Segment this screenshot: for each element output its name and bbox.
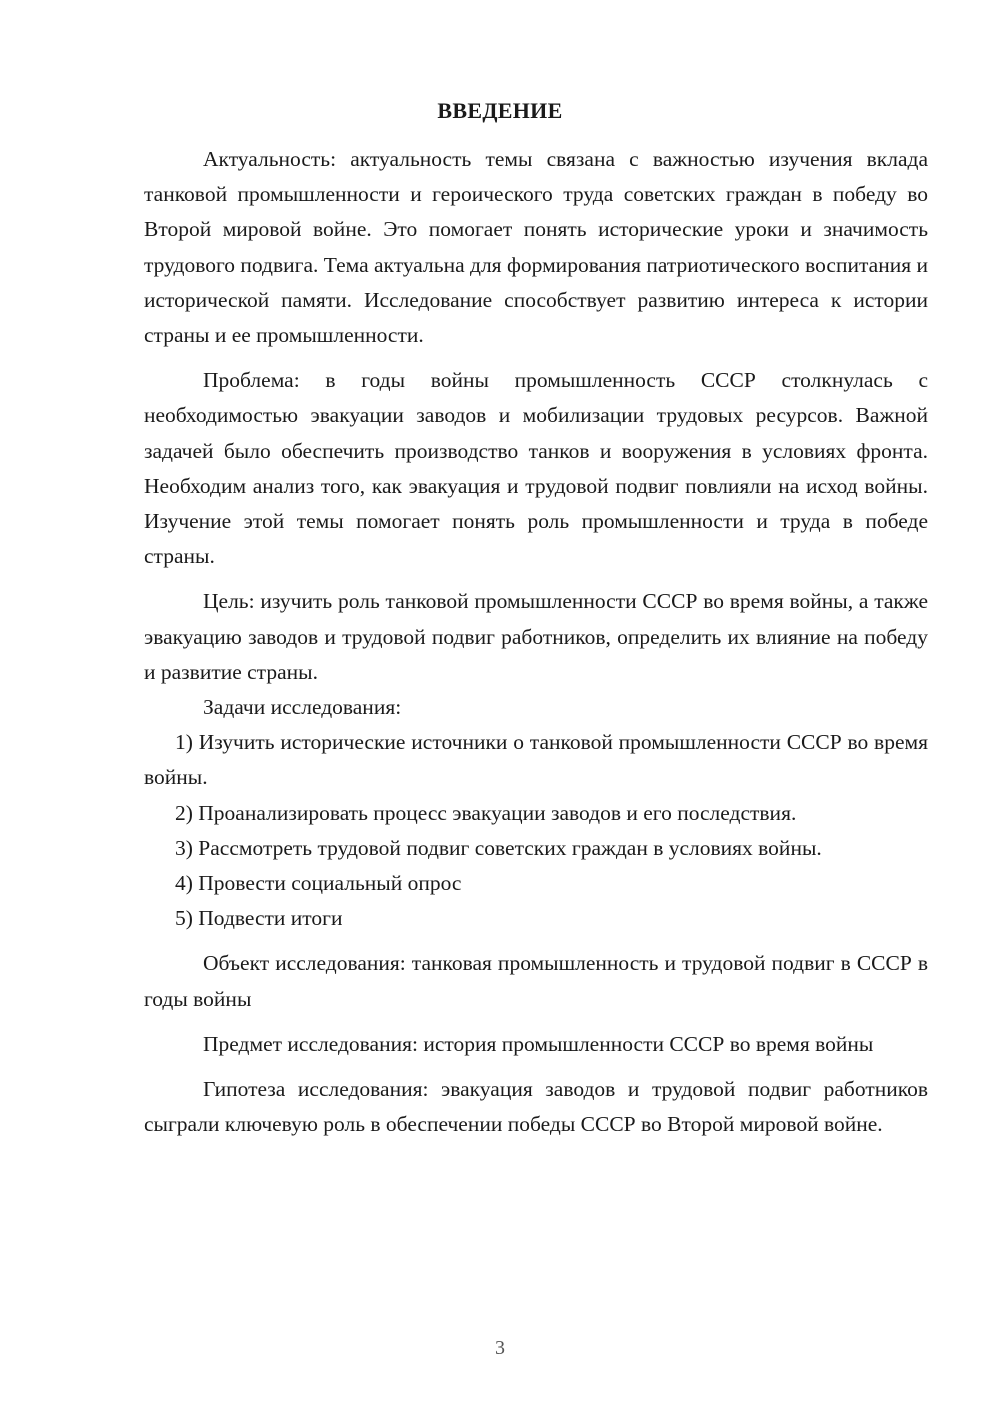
section-title: ВВЕДЕНИЕ <box>437 98 563 123</box>
paragraph-object: Объект исследования: танковая промышленность и трудовой подвиг в СССР в годы войны <box>144 951 928 1011</box>
page-number: 3 <box>495 1337 505 1359</box>
paragraph-relevance: Актуальность: актуальность темы связана с важностью изучения вклада танковой промышленности и героического труда советских граждан в победу во Второй мировой войне. Это помогает понять исторические уроки и значимость трудового подвига. Тема актуальна для формирования патриотического воспитания и исторической памяти. Исследование способствует развитию интереса к истории страны и ее промышленности. <box>144 147 928 348</box>
document-body <box>144 142 928 1142</box>
tasks-heading: Задачи исследования: <box>203 695 402 720</box>
task-item-1: 1) Изучить исторические источники о танковой промышленности СССР во время войны. <box>144 730 928 790</box>
task-item-5: 5) Подвести итоги <box>175 906 343 931</box>
task-item-4: 4) Провести социальный опрос <box>175 871 462 896</box>
task-item-2: 2) Проанализировать процесс эвакуации заводов и его последствия. <box>175 800 797 825</box>
paragraph-problem: Проблема: в годы войны промышленность СССР столкнулась с необходимостью эвакуации заводов и мобилизации трудовых ресурсов. Важной задачей было обеспечить производство танков и вооружения в условиях фронта. Необходим анализ того, как эвакуация и трудовой подвиг повлияли на исход войны. Изучение этой темы помогает понять роль промышленности и труда в победе страны. <box>144 368 928 569</box>
paragraph-subject: Предмет исследования: история промышленности СССР во время войны <box>203 1031 874 1056</box>
paragraph-goal: Цель: изучить роль танковой промышленности СССР во время войны, а также эвакуацию заводов и трудовой подвиг работников, определить их влияние на победу и развитие страны. <box>144 589 928 684</box>
paragraph-hypothesis: Гипотеза исследования: эвакуация заводов и трудовой подвиг работников сыграли ключевую роль в обеспечении победы СССР во Второй мировой войне. <box>144 1077 928 1137</box>
task-item-3: 3) Рассмотреть трудовой подвиг советских граждан в условиях войны. <box>175 835 822 860</box>
